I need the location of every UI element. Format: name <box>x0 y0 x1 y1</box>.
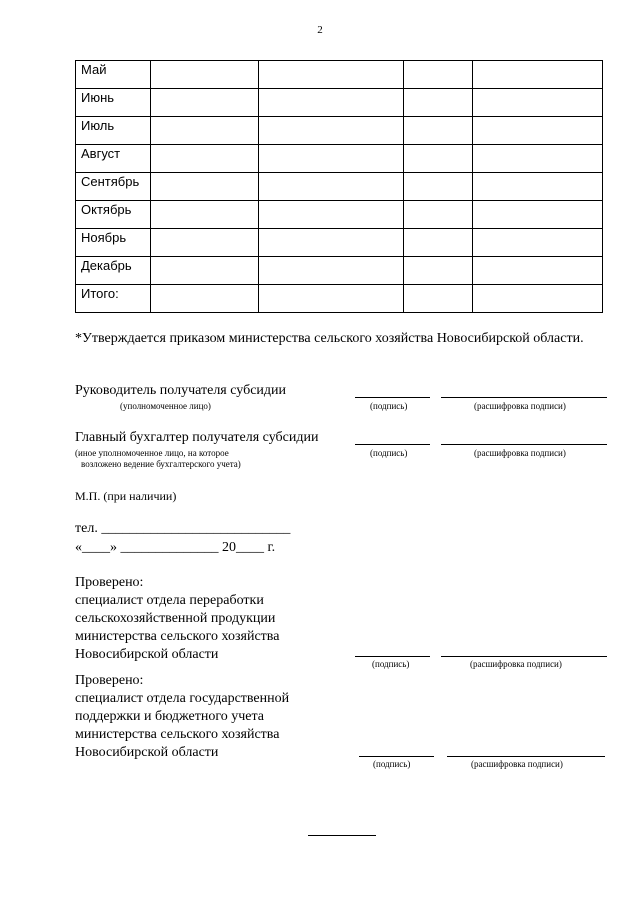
check1-line: министерства сельского хозяйства <box>75 629 280 644</box>
empty-cell <box>473 117 603 145</box>
empty-cell <box>473 173 603 201</box>
page-number: 2 <box>317 24 323 36</box>
accountant-signature-caption: (подпись) <box>370 448 408 458</box>
empty-cell <box>151 173 259 201</box>
check1-signature-line <box>355 656 430 657</box>
head-signature-caption: (подпись) <box>370 401 408 411</box>
empty-cell <box>151 89 259 117</box>
table-row <box>76 117 603 145</box>
check2-line: Проверено: <box>75 673 144 688</box>
empty-cell <box>259 285 404 313</box>
month-cell: Июль <box>76 117 151 145</box>
empty-cell <box>473 285 603 313</box>
empty-cell <box>151 229 259 257</box>
table-row <box>76 173 603 201</box>
accountant-sub-label-1: (иное уполномоченное лицо, на которое <box>75 448 229 458</box>
check1-line: сельскохозяйственной продукции <box>75 611 276 626</box>
empty-cell <box>151 61 259 89</box>
head-label: Руководитель получателя субсидии <box>75 383 287 398</box>
empty-cell <box>259 117 404 145</box>
table-row <box>76 61 603 89</box>
accountant-sub-label-2: возложено ведение бухгалтерского учета) <box>81 459 241 469</box>
check1-line: Новосибирской области <box>75 647 219 662</box>
empty-cell <box>404 173 473 201</box>
check2-line: министерства сельского хозяйства <box>75 727 280 742</box>
empty-cell <box>151 285 259 313</box>
empty-cell <box>259 201 404 229</box>
empty-cell <box>151 257 259 285</box>
check1-signature-caption: (подпись) <box>372 659 410 669</box>
empty-cell <box>404 257 473 285</box>
empty-cell <box>259 257 404 285</box>
check2-block <box>75 672 289 762</box>
empty-cell <box>259 145 404 173</box>
empty-cell <box>404 285 473 313</box>
head-decode-caption: (расшифровка подписи) <box>474 401 566 411</box>
check2-line: Новосибирской области <box>75 745 219 760</box>
empty-cell <box>473 229 603 257</box>
empty-cell <box>473 257 603 285</box>
empty-cell <box>259 173 404 201</box>
month-cell: Сентябрь <box>76 173 151 201</box>
check2-decode-caption: (расшифровка подписи) <box>471 759 563 769</box>
head-decode-line <box>441 397 607 398</box>
month-cell: Август <box>76 145 151 173</box>
table-row <box>76 229 603 257</box>
check2-signature-caption: (подпись) <box>373 759 411 769</box>
head-signature-line <box>355 397 430 398</box>
check1-block <box>75 574 279 664</box>
check1-decode-line <box>441 656 607 657</box>
phone-field: тел. ___________________________ <box>75 521 291 536</box>
table-row <box>76 285 603 313</box>
empty-cell <box>151 201 259 229</box>
accountant-signature-line <box>355 444 430 445</box>
empty-cell <box>259 61 404 89</box>
empty-cell <box>473 61 603 89</box>
table-row <box>76 201 603 229</box>
accountant-label: Главный бухгалтер получателя субсидии <box>75 430 319 445</box>
month-cell: Октябрь <box>76 201 151 229</box>
empty-cell <box>404 89 473 117</box>
empty-cell <box>473 145 603 173</box>
empty-cell <box>404 117 473 145</box>
date-field: «____» ______________ 20____ г. <box>75 540 276 555</box>
month-cell: Ноябрь <box>76 229 151 257</box>
empty-cell <box>151 145 259 173</box>
table-row <box>76 257 603 285</box>
empty-cell <box>473 201 603 229</box>
months-table <box>75 60 603 313</box>
empty-cell <box>259 229 404 257</box>
check1-line: специалист отдела переработки <box>75 593 264 608</box>
empty-cell <box>404 61 473 89</box>
approval-note: *Утверждается приказом министерства сельского хозяйства Новосибирской области. <box>75 331 584 346</box>
stamp-place: М.П. (при наличии) <box>75 489 177 503</box>
check2-line: специалист отдела государственной <box>75 691 290 706</box>
empty-cell <box>259 89 404 117</box>
empty-cell <box>404 201 473 229</box>
accountant-decode-line <box>441 444 607 445</box>
month-cell: Июнь <box>76 89 151 117</box>
empty-cell <box>151 117 259 145</box>
table-row <box>76 145 603 173</box>
empty-cell <box>404 145 473 173</box>
empty-cell <box>404 229 473 257</box>
check1-decode-caption: (расшифровка подписи) <box>470 659 562 669</box>
check2-line: поддержки и бюджетного учета <box>75 709 264 724</box>
check2-decode-line <box>447 756 605 757</box>
footer-rule <box>308 835 376 836</box>
month-cell: Декабрь <box>76 257 151 285</box>
head-sub-label: (уполномоченное лицо) <box>120 401 211 411</box>
accountant-decode-caption: (расшифровка подписи) <box>474 448 566 458</box>
check1-line: Проверено: <box>75 575 144 590</box>
check2-signature-line <box>359 756 434 757</box>
month-cell: Май <box>76 61 151 89</box>
month-cell: Итого: <box>76 285 151 313</box>
table-row <box>76 89 603 117</box>
empty-cell <box>473 89 603 117</box>
